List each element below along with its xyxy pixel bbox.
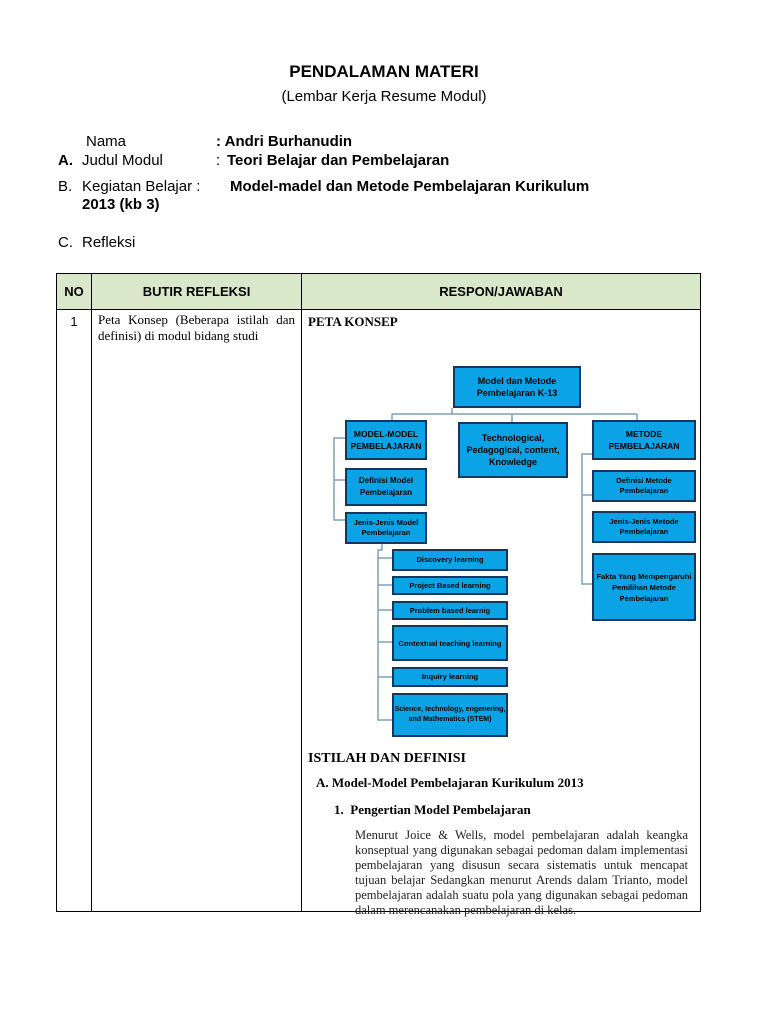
concept-model-item: Project Based learning [392, 576, 508, 595]
header-butir-refleksi: BUTIR REFLEKSI [92, 274, 302, 310]
header-no: NO [57, 274, 92, 310]
butir-refleksi-text: Peta Konsep (Beberapa istilah dan definisi) di modul bidang studi [92, 310, 302, 912]
concept-model-item: Problem based learnig [392, 601, 508, 620]
nama-label: Nama [86, 133, 127, 150]
table-header-row [57, 274, 701, 310]
concept-tpack: Technological, Pedagogical, content, Knowledge [458, 422, 568, 478]
concept-model-item: Science, technology, engenering, and Mathematics (STEM) [392, 693, 508, 737]
reflection-table [56, 273, 701, 917]
kegiatan-label: Kegiatan Belajar : [82, 178, 201, 195]
concept-faktor-metode: Fakta Yang Mempengaruhi Pemilihan Metode Pembelajaran [592, 553, 696, 621]
concept-definisi-model: Definisi Model Pembelajaran [345, 468, 427, 506]
concept-definisi-metode: Definisi Metode Pembelajaran [592, 470, 696, 502]
b-marker: B. [58, 178, 73, 195]
row-number: 1 [57, 310, 92, 912]
page-subtitle: (Lembar Kerja Resume Modul) [281, 88, 487, 105]
concept-root: Model dan Metode Pembelajaran K-13 [453, 366, 581, 408]
table-row [57, 310, 701, 912]
respon-content [302, 310, 701, 917]
header-respon-jawaban: RESPON/JAWABAN [302, 274, 701, 310]
concept-metode: METODE PEMBELAJARAN [592, 420, 696, 460]
a-marker: A. [58, 152, 73, 169]
judul-modul-value: Teori Belajar dan Pembelajaran [227, 152, 450, 169]
concept-model-item: Contextual teaching learning [392, 625, 508, 661]
judul-modul-colon: : [216, 152, 221, 169]
definition-paragraph: Menurut Joice & Wells, model pembelajaran adalah keangka konseptual yang digunakan sebagai pedoman dalam implementasi pembelajaran yang disusun secara sistematis untuk mencapat tujuan belajar Sedangkan menurut Arends dalam Trianto, model pembelajaran adalah suatu pola yang digunakan sebagai pedoman dalam merencanakan pembelajaran di kelas. [355, 828, 688, 917]
judul-modul-label: Judul Modul [82, 152, 163, 169]
concept-model-item: Inquiry learning [392, 667, 508, 687]
peta-konsep-heading: PETA KONSEP [308, 314, 398, 329]
c-marker: C. [58, 234, 73, 251]
istilah-definisi-heading: ISTILAH DAN DEFINISI [308, 751, 466, 766]
subsection-1-title: 1. Pengertian Model Pembelajaran [334, 802, 531, 817]
refleksi-label: Refleksi [82, 234, 136, 251]
respon-cell [302, 310, 701, 917]
concept-jenis-model: Jenis-Jenis Model Pembelajaran [345, 512, 427, 544]
page-title: PENDALAMAN MATERI [289, 62, 479, 81]
kegiatan-value: Model-madel dan Metode Pembelajaran Kurikulum [230, 178, 590, 195]
nama-value: : Andri Burhanudin [216, 133, 353, 150]
concept-model-model: MODEL-MODEL PEMBELAJARAN [345, 420, 427, 460]
section-a-title: A. Model-Model Pembelajaran Kurikulum 2013 [316, 775, 584, 790]
kegiatan-value-cont: 2013 (kb 3) [82, 196, 160, 213]
concept-jenis-metode: Jenis-Jenis Metode Pembelajaran [592, 511, 696, 543]
concept-model-item: Discovery learning [392, 549, 508, 571]
